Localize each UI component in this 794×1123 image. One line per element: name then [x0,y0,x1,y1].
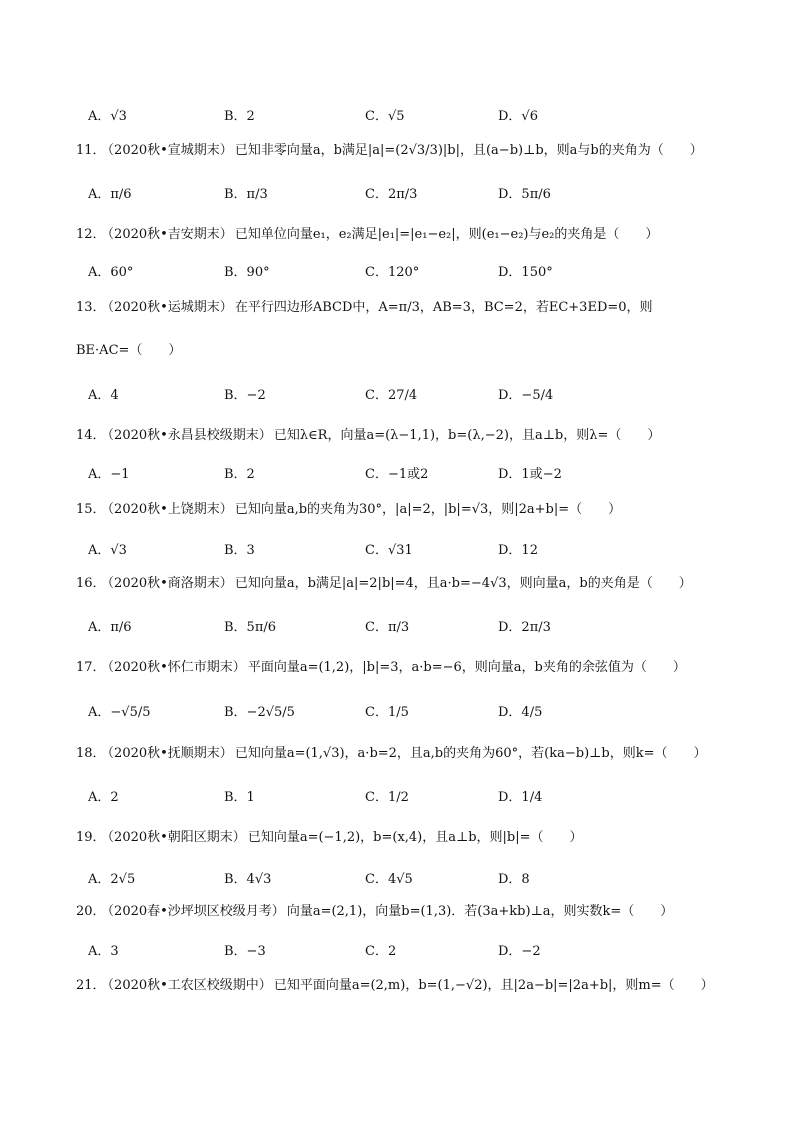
q16-source: （2020秋•商洛期末） [107,576,233,591]
q18-option-a[interactable]: A．2 [88,789,119,805]
q17-option-b[interactable]: B．−2√5/5 [224,704,295,720]
q13-option-b[interactable]: B．−2 [224,387,266,403]
q20-option-d[interactable]: D．−2 [498,943,541,959]
q15-source: （2020秋•上饶期末） [107,502,233,517]
q20-option-a[interactable]: A．3 [88,943,119,959]
q13-option-c[interactable]: C．27/4 [365,387,418,403]
q19-number: 19． [76,830,106,845]
q19-text: 已知向量a=(−1,2)，b=(x,4)，且a⊥b，则|b|=（ ） [247,830,583,845]
q10-option-a[interactable]: A．√3 [88,108,127,124]
q17-option-a[interactable]: A．−√5/5 [88,704,151,720]
q20-option-c[interactable]: C．2 [365,943,397,959]
q12-options [88,250,728,290]
q20-source: （2020春•沙坪坝区校级月考） [107,904,285,919]
q19-option-b[interactable]: B．4√3 [224,871,272,887]
q15-option-c[interactable]: C．√31 [365,542,413,558]
q18-number: 18． [76,746,106,761]
q15-options [88,528,728,568]
q18-option-d[interactable]: D．1/4 [498,789,543,805]
q17-stem [76,659,724,677]
q18-options [88,775,728,815]
q13-text-2: BE·AC=（ ） [76,343,182,358]
q20-option-b[interactable]: B．−3 [224,943,266,959]
q15-option-a[interactable]: A．√3 [88,542,127,558]
q17-number: 17． [76,660,106,675]
q12-number: 12． [76,227,106,242]
q13-option-d[interactable]: D．−5/4 [498,387,554,403]
q16-number: 16． [76,576,106,591]
q17-option-c[interactable]: C．1/5 [365,704,409,720]
q15-option-d[interactable]: D．12 [498,542,538,558]
q14-stem [76,427,724,445]
q20-text: 向量a=(2,1)，向量b=(1,3)．若(3a+kb)⊥a，则实数k=（ ） [286,904,674,919]
q11-number: 11． [76,143,106,158]
q13-source: （2020秋•运城期末） [107,300,233,315]
q14-option-d[interactable]: D．1或−2 [498,466,562,482]
q11-option-c[interactable]: C．2π/3 [365,186,418,202]
q16-text: 已知向量a，b满足|a|=2|b|=4，且a·b=−4√3，则向量a，b的夹角是（ ） [234,576,692,591]
q17-options [88,690,728,730]
q15-option-b[interactable]: B．3 [224,542,255,558]
q13-options [88,373,728,413]
q16-stem [76,575,724,593]
q13-text: 在平行四边形ABCD中，A=π/3，AB=3，BC=2，若EC+3ED=0，则 [234,300,653,315]
q16-option-c[interactable]: C．π/3 [365,619,410,635]
q18-source: （2020秋•抚顺期末） [107,746,233,761]
q17-option-d[interactable]: D．4/5 [498,704,543,720]
q16-options [88,605,728,645]
q14-number: 14． [76,428,106,443]
q16-option-a[interactable]: A．π/6 [88,619,132,635]
q14-options [88,452,728,492]
q12-option-b[interactable]: B．90° [224,264,270,280]
q18-stem [76,745,724,763]
q12-stem [76,226,724,244]
q20-stem [76,903,724,921]
q19-option-a[interactable]: A．2√5 [88,871,136,887]
q18-text: 已知向量a=(1,√3)，a·b=2，且a,b的夹角为60°，若(ka−b)⊥b，则k=（ ） [234,746,707,761]
q11-stem [76,142,724,160]
q19-option-d[interactable]: D．8 [498,871,530,887]
q21-stem [76,977,724,995]
q19-stem [76,829,724,847]
q11-options [88,172,728,212]
q17-text: 平面向量a=(1,2)，|b|=3，a·b=−6，则向量a，b夹角的余弦值为（ ） [247,660,686,675]
q14-source: （2020秋•永昌县校级期末） [107,428,272,443]
q10-option-c[interactable]: C．√5 [365,108,405,124]
q12-text: 已知单位向量e₁，e₂满足|e₁|=|e₁−e₂|，则(e₁−e₂)与e₂的夹角是（ ） [234,227,659,242]
q10-option-b[interactable]: B．2 [224,108,255,124]
q14-option-b[interactable]: B．2 [224,466,255,482]
q14-option-c[interactable]: C．−1或2 [365,466,429,482]
q13-stem-continued [76,342,724,360]
q16-option-d[interactable]: D．2π/3 [498,619,551,635]
q16-option-b[interactable]: B．5π/6 [224,619,277,635]
q11-text: 已知非零向量a，b满足|a|=(2√3/3)|b|，且(a−b)⊥b，则a与b的夹角为（ ） [234,143,703,158]
q18-option-b[interactable]: B．1 [224,789,255,805]
q10-options [88,94,728,134]
q10-option-d[interactable]: D．√6 [498,108,538,124]
q19-option-c[interactable]: C．4√5 [365,871,413,887]
q20-number: 20． [76,904,106,919]
q14-text: 已知λ∈R，向量a=(λ−1,1)，b=(λ,−2)，且a⊥b，则λ=（ ） [273,428,661,443]
q20-options [88,929,728,969]
q13-number: 13． [76,300,106,315]
q11-option-a[interactable]: A．π/6 [88,186,132,202]
q13-stem [76,299,724,317]
q15-number: 15． [76,502,106,517]
q17-source: （2020秋•怀仁市期末） [107,660,246,675]
q19-options [88,857,728,897]
q19-source: （2020秋•朝阳区期末） [107,830,246,845]
q21-number: 21． [76,978,106,993]
q12-option-c[interactable]: C．120° [365,264,420,280]
q11-option-b[interactable]: B．π/3 [224,186,268,202]
q18-option-c[interactable]: C．1/2 [365,789,409,805]
q15-text: 已知向量a,b的夹角为30°，|a|=2，|b|=√3，则|2a+b|=（ ） [234,502,622,517]
q12-option-a[interactable]: A．60° [88,264,134,280]
q12-source: （2020秋•吉安期末） [107,227,233,242]
q12-option-d[interactable]: D．150° [498,264,553,280]
q13-option-a[interactable]: A．4 [88,387,119,403]
q15-stem [76,501,724,519]
q11-option-d[interactable]: D．5π/6 [498,186,551,202]
q21-source: （2020秋•工农区校级期中） [107,978,272,993]
q21-text: 已知平面向量a=(2,m)，b=(1,−√2)，且|2a−b|=|2a+b|，则m=（ ） [273,978,714,993]
q14-option-a[interactable]: A．−1 [88,466,130,482]
q11-source: （2020秋•宣城期末） [107,143,233,158]
